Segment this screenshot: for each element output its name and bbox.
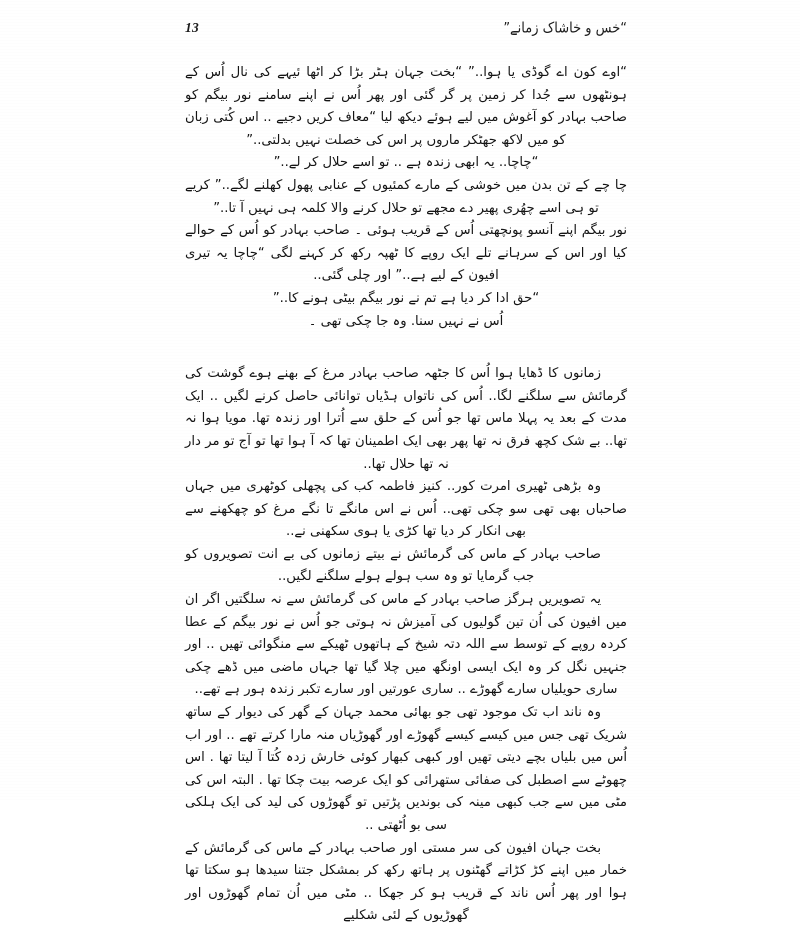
paragraph: چا چے کے تن بدن میں خوشی کے مارے کمئیوں کے عنابی پھول کھلنے لگے..” کریے تو ہی اسے چھُری پھیر دے مجھے تو حلال کرنے والا کلمہ ہی نہیں آ تا..” xyxy=(185,177,627,216)
paragraph-dialogue: اُس نے نہیں سنا. وہ جا چکی تھی ۔ xyxy=(308,313,504,329)
paragraph: وہ بڑھی ٹھیری امرت کور.. کنیز فاطمہ کب کی پچھلی کوٹھری میں جہاں صاحباں بھی تھی سو چکی تھی.. اُس نے اس مانگے تا نگے مرغ کو چھکھنے سے بھی انکار کر دیا تھا کڑی یا ہوی سکھنی نے.. xyxy=(185,479,627,540)
paragraph: بخت جہان افیون کی سر مستی اور صاحب بہادر کے ماس کی گرمائش کے خمار میں اپنے کڑ کڑاتے گھٹنوں پر ہاتھ رکھ کر بمشکل جتنا سیدھا ہو سکتا تھا ہوا اور پھر اُس ناند کے قریب ہو کر جھکا .. مٹی میں اُن تمام گھوڑوں اور گھوڑیوں کے لئی شکلیے xyxy=(185,840,627,924)
paragraph-dialogue: “چاچا.. یہ ابھی زندہ ہے .. تو اسے حلال کر لے..” xyxy=(273,155,539,171)
running-head xyxy=(185,18,627,48)
paragraph: نور بیگم اپنے آنسو پونچھتی اُس کے قریب ہوئی ۔ صاحب بہادر کو اُس کے حوالے کیا اور اس کے سرہانے تلے ایک روپے کا ٹھپہ رکھ کر کہنے لگی “چاچا یہ تیری افیون کے لیے ہے..” اور چلی گئی.. xyxy=(185,223,627,284)
page-content-area xyxy=(185,18,627,924)
paragraph: زمانوں کا ڈھایا ہوا اُس کا جٹھہ صاحب بہادر مرغ کے بھنے ہوے گوشت کی گرمائش سے سلگنے لگا.. اُس کی ناتواں ہڈیاں توانائی حاصل کرنے لگیں .. ایک مدت کے بعد یہ پہلا ماس تھا جو اُس کے حلق سے اُترا اور زندہ تھا. مویا ہوا نہ تھا.. بے شک کچھ فرق نہ تھا پھر بھی ایک اطمینان تھا کہ آ ہوا تھا تو آج تو مر دار نہ تھا حلال تھا.. xyxy=(185,366,627,472)
body-text-block xyxy=(185,62,627,928)
paragraph: یہ تصویریں ہرگز صاحب بہادر کے ماس کی گرمائش سے نہ سلگتیں اگر ان میں افیون کی اُن تین گولیوں کی آمیزش نہ ہوتی جو اُس نے نور بیگم کے عطا کردہ روپے کے توسط سے اللہ دتہ شیخ کے ہاتھوں ٹھیکے سے منگوائی تھیں .. اور جنہیں نگل کر وہ ایک ایسی اونگھ میں چلا گیا تھا جہاں ماضی میں ڈھے چکی ساری حویلیاں سارے گھوڑے .. ساری عورتیں اور سارے تکبر زندہ ہور ہے تھے.. xyxy=(185,592,627,698)
book-title-header: “خس و خاشاک زمانے” xyxy=(503,20,627,38)
paragraph: “اوے کون اے گوڈی یا ہوا..” “بخت جہان ہٹر بڑا کر اٹھا ئیہے کی نال اُس کے ہونٹھوں سے جُدا کر زمین پر گر گئی اور پھر اُس نے اپنے سامنے نور بیگم کو صاحب بہادر کو آغوش میں لیے ہوئے دیکھ لیا “معاف کریں دجیے .. اس کُتی زبان کو میں لاکھ جھٹکر ماروں پر اس کی خصلت نہیں بدلتی..” xyxy=(185,65,627,148)
page-number: 13 xyxy=(185,20,199,35)
paragraph-dialogue: “حق ادا کر دیا ہے تم نے نور بیگم بیٹی ہونے کا..” xyxy=(272,290,540,306)
paragraph: صاحب بہادر کے ماس کی گرمائش نے بیتے زمانوں کی بے انت تصویروں کو جب گرمایا تو وہ سب ہولے ہولے سلگنے لگیں.. xyxy=(185,546,601,585)
paragraph: وہ ناند اب تک موجود تھی جو بھائی محمد جہان کے گھر کی دیوار کے ساتھ شریک تھی جس میں کیسے کیسے گھوڑے اور گھوڑیاں منہ مارا کرتے تھے .. اور اب اُس میں بلیاں بچے دیتی تھیں اور کبھی کبھار کوئی خارش زدہ کُتا آ لیتا تھا . اس چھوٹے سے اصطبل کی صفائی ستھرائی کو ایک عرصہ بیت چکا تھا . البتہ اس کی مٹی میں سے جب کبھی مینہ کی بوندیں پڑتیں تو گھوڑوں کی لید کی ایک ہلکی سی بو اُٹھتی .. xyxy=(185,705,627,833)
